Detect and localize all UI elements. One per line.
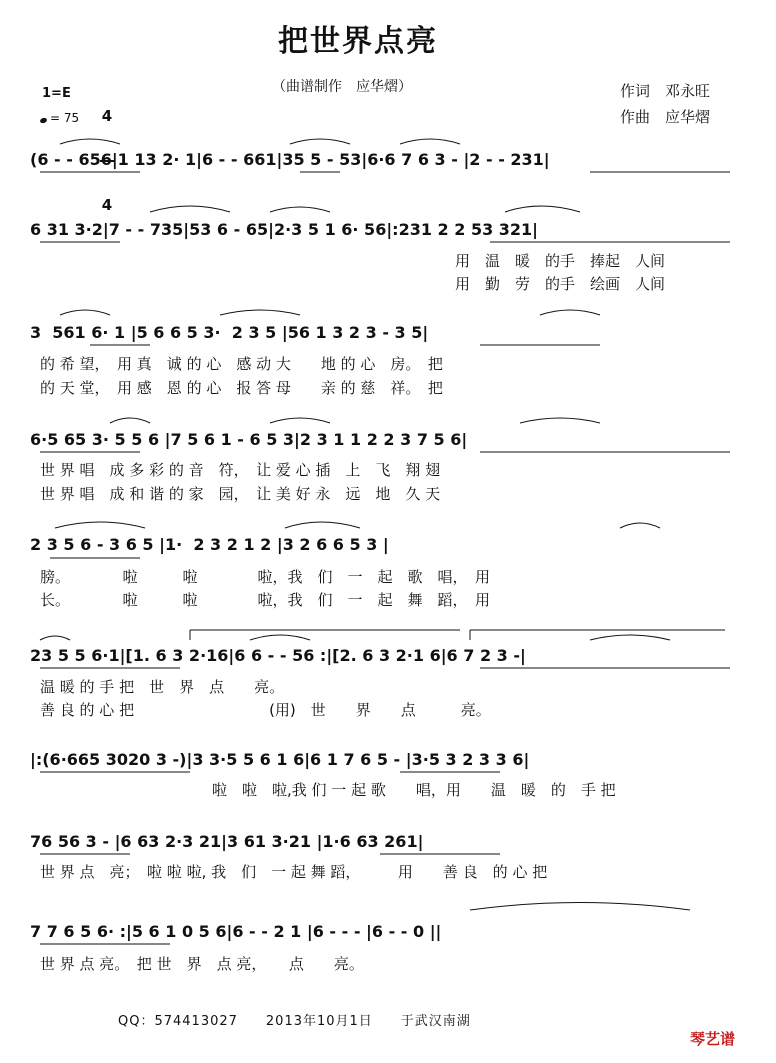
system-8-music: 76 56 3 - |6 63 2·3 21|3 61 3·21 |1·6 63 261| [30, 832, 424, 851]
system-9-music: 7 7 6 5 6· :|5 6 1 0 5 6|6 - - 2 1 |6 - - - |6 - - 0 || [30, 922, 442, 941]
slur [290, 139, 350, 144]
slur [285, 522, 360, 528]
slur [540, 310, 600, 315]
slur [60, 310, 110, 315]
site-logo: 琴艺谱 [690, 1030, 736, 1048]
system-3-lyric-2: 的 天 堂， 用 感 恩 的 心 报 答 母 亲 的 慈 祥。 把 [40, 379, 443, 397]
slur [40, 636, 70, 640]
arranger-credit: （曲谱制作 应华熠） [272, 79, 412, 95]
system-9-lyric-1: 世 界 点 亮。 把 世 界 点 亮， 点 亮。 [40, 955, 364, 973]
system-5-lyric-2: 长。 啦 啦 啦，我 们 一 起 舞 蹈， 用 [40, 591, 491, 609]
song-title: 把世界点亮 [278, 24, 438, 59]
system-2-music: 6 31 3·2|7 - - 735|53 6 - 65|2·3 5 1 6· 56|:231 2 2 53 321| [30, 220, 539, 239]
system-3-music: 3 561 6· 1 |5 6 6 5 3· 2 3 5 |56 1 3 2 3 - 3 5| [30, 323, 429, 342]
slur [150, 206, 230, 212]
slur [590, 635, 670, 640]
slur [505, 206, 580, 212]
system-4-lyric-1: 世 界 唱 成 多 彩 的 音 符， 让 爱 心 插 上 飞 翔 翅 [40, 461, 441, 479]
system-4-music: 6·5 65 3· 5 5 6 |7 5 6 1 - 6 5 3|2 3 1 1 2 2 3 7 5 6| [30, 430, 468, 449]
slur [270, 207, 330, 212]
system-2-lyric-2: 用 勤 劳 的手 绘画 人间 [455, 275, 666, 293]
footer-note: QQ：574413027 2013年10月1日 于武汉南湖 [118, 1014, 471, 1029]
system-6-music: 23 5 5 6·1|[1. 6 3 2·16|6 6 - - 56 :|[2. 6 3 2·1 6|6 7 2 3 -| [30, 646, 526, 665]
slur [400, 139, 460, 144]
tempo-value: = 75 [50, 111, 80, 125]
system-3-lyric-1: 的 希 望， 用 真 诚 的 心 感 动 大 地 的 心 房。 把 [40, 355, 443, 373]
slur [60, 139, 120, 144]
system-7-music: |:(6·665 3020 3 -)|3 3·5 5 6 1 6|6 1 7 6 5 - |3·5 3 2 3 3 6| [30, 750, 530, 769]
key-signature: 1=E [42, 86, 71, 101]
system-4-lyric-2: 世 界 唱 成 和 谐 的 家 园， 让 美 好 永 远 地 久 天 [40, 485, 441, 503]
system-2-lyric-1: 用 温 暖 的手 捧起 人间 [455, 252, 666, 270]
system-5-music: 2 3 5 6 - 3 6 5 |1· 2 3 2 1 2 |3 2 6 6 5 3 | [30, 535, 389, 554]
meter-bottom: 4 [101, 196, 113, 214]
system-1-music: (6 - - 656|1 13 2· 1|6 - - 661|35 5 - 53|6·6 7 6 3 - |2 - - 231| [30, 150, 550, 169]
system-6-lyric-1: 温 暖 的 手 把 世 界 点 亮。 [40, 678, 285, 696]
slur [470, 903, 690, 911]
slur [220, 310, 300, 315]
slur [55, 522, 145, 528]
slur [270, 418, 330, 423]
slur [620, 523, 660, 528]
composer-credit: 作曲 应华熠 [620, 108, 711, 126]
system-8-lyric-1: 世 界 点 亮； 啦 啦 啦, 我 们 一 起 舞 蹈， 用 善 良 的 心 把 [40, 863, 548, 881]
system-6-lyric-2: 善 良 的 心 把 (用) 世 界 点 亮。 [40, 701, 491, 719]
volta-1 [190, 630, 460, 640]
slur [520, 418, 600, 423]
slur [110, 418, 150, 423]
meter-top: 4 [101, 107, 113, 125]
slur [250, 635, 310, 640]
lyricist-credit: 作词 邓永旺 [620, 82, 711, 100]
system-5-lyric-1: 膀。 啦 啦 啦，我 们 一 起 歌 唱， 用 [40, 568, 491, 586]
system-7-lyric-1: 啦 啦 啦,我 们 一 起 歌 唱，用 温 暖 的 手 把 [212, 781, 616, 799]
